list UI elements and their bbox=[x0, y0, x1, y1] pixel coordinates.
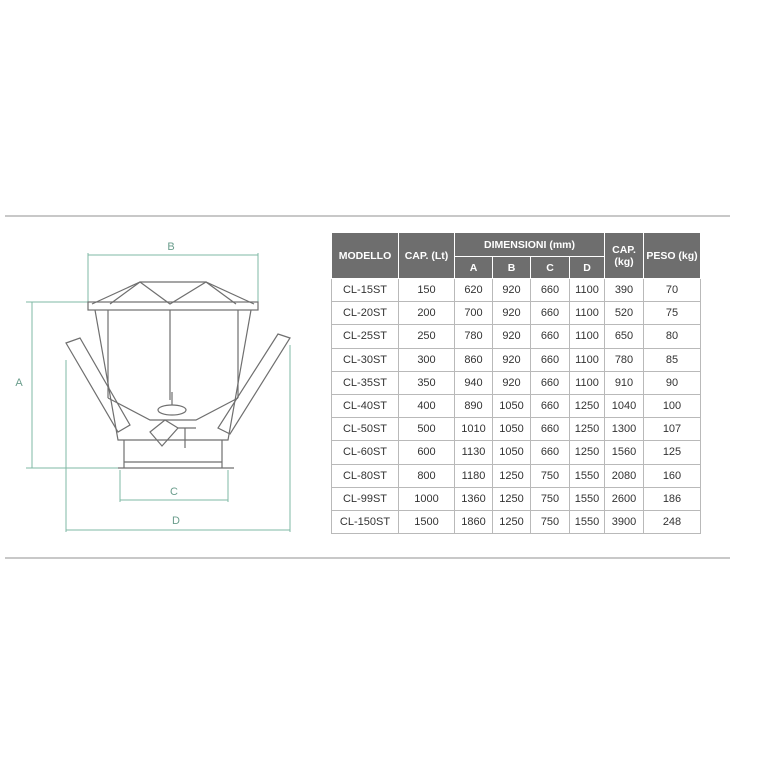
cell-dim-a: 1130 bbox=[455, 441, 493, 464]
label-c: C bbox=[170, 486, 178, 498]
cell-dim-c: 660 bbox=[531, 394, 570, 417]
cell-capacity-lt: 200 bbox=[399, 302, 455, 325]
cell-model: CL-60ST bbox=[332, 441, 399, 464]
cell-weight-kg: 186 bbox=[644, 487, 701, 510]
cell-dim-c: 660 bbox=[531, 325, 570, 348]
cell-dim-a: 1860 bbox=[455, 510, 493, 533]
cell-dim-d: 1550 bbox=[570, 487, 605, 510]
cell-capacity-lt: 600 bbox=[399, 441, 455, 464]
cell-dim-d: 1100 bbox=[570, 371, 605, 394]
cell-capacity-kg: 1560 bbox=[605, 441, 644, 464]
cell-dim-c: 660 bbox=[531, 302, 570, 325]
cell-model: CL-30ST bbox=[332, 348, 399, 371]
header-model: MODELLO bbox=[332, 233, 399, 279]
cell-model: CL-35ST bbox=[332, 371, 399, 394]
cell-model: CL-40ST bbox=[332, 394, 399, 417]
cell-dim-b: 920 bbox=[493, 371, 531, 394]
top-divider bbox=[5, 215, 730, 217]
cell-dim-d: 1250 bbox=[570, 441, 605, 464]
table-row bbox=[332, 279, 766, 302]
table-row bbox=[332, 487, 766, 510]
cell-dim-b: 920 bbox=[493, 348, 531, 371]
cell-dim-d: 1550 bbox=[570, 510, 605, 533]
cell-capacity-lt: 800 bbox=[399, 464, 455, 487]
concrete-skip-diagram bbox=[0, 230, 320, 540]
cell-weight-kg: 125 bbox=[644, 441, 701, 464]
cell-dim-c: 660 bbox=[531, 348, 570, 371]
cell-dim-c: 660 bbox=[531, 371, 570, 394]
cell-model: CL-25ST bbox=[332, 325, 399, 348]
cell-model: CL-20ST bbox=[332, 302, 399, 325]
cell-dim-b: 920 bbox=[493, 325, 531, 348]
cell-dim-c: 750 bbox=[531, 510, 570, 533]
cell-dim-d: 1250 bbox=[570, 394, 605, 417]
cell-model: CL-50ST bbox=[332, 418, 399, 441]
cell-weight-kg: 248 bbox=[644, 510, 701, 533]
cell-model: CL-150ST bbox=[332, 510, 399, 533]
cell-dim-d: 1100 bbox=[570, 348, 605, 371]
cell-dim-b: 920 bbox=[493, 279, 531, 302]
bottom-divider bbox=[5, 557, 730, 559]
cell-dim-c: 660 bbox=[531, 279, 570, 302]
cell-capacity-kg: 1300 bbox=[605, 418, 644, 441]
table-row bbox=[332, 394, 766, 417]
header-dimensions: DIMENSIONI (mm) bbox=[455, 233, 605, 257]
cell-dim-d: 1100 bbox=[570, 325, 605, 348]
table-row bbox=[332, 348, 766, 371]
header-dim-c: C bbox=[531, 257, 570, 279]
dimension-b bbox=[88, 253, 258, 305]
cell-weight-kg: 107 bbox=[644, 418, 701, 441]
cell-dim-a: 700 bbox=[455, 302, 493, 325]
cell-model: CL-99ST bbox=[332, 487, 399, 510]
cell-capacity-lt: 1500 bbox=[399, 510, 455, 533]
cell-dim-b: 1050 bbox=[493, 394, 531, 417]
table-body bbox=[332, 279, 766, 534]
dimension-a bbox=[26, 302, 120, 468]
cell-capacity-kg: 1040 bbox=[605, 394, 644, 417]
cell-dim-a: 940 bbox=[455, 371, 493, 394]
cell-capacity-lt: 500 bbox=[399, 418, 455, 441]
header-dim-d: D bbox=[570, 257, 605, 279]
cell-dim-a: 780 bbox=[455, 325, 493, 348]
cell-dim-a: 860 bbox=[455, 348, 493, 371]
cell-dim-d: 1250 bbox=[570, 418, 605, 441]
cell-dim-a: 1010 bbox=[455, 418, 493, 441]
cell-capacity-kg: 2080 bbox=[605, 464, 644, 487]
cell-capacity-lt: 400 bbox=[399, 394, 455, 417]
cell-dim-b: 1250 bbox=[493, 510, 531, 533]
cell-dim-c: 750 bbox=[531, 487, 570, 510]
cell-capacity-kg: 910 bbox=[605, 371, 644, 394]
table-row bbox=[332, 441, 766, 464]
cell-weight-kg: 90 bbox=[644, 371, 701, 394]
cell-dim-d: 1100 bbox=[570, 279, 605, 302]
cell-dim-a: 1180 bbox=[455, 464, 493, 487]
table-row bbox=[332, 325, 766, 348]
cell-dim-c: 750 bbox=[531, 464, 570, 487]
header-dim-b: B bbox=[493, 257, 531, 279]
specifications-table bbox=[331, 232, 766, 534]
cell-capacity-lt: 1000 bbox=[399, 487, 455, 510]
cell-capacity-lt: 250 bbox=[399, 325, 455, 348]
cell-weight-kg: 80 bbox=[644, 325, 701, 348]
header-weight-kg: PESO (kg) bbox=[644, 233, 701, 279]
header-dim-a: A bbox=[455, 257, 493, 279]
header-capacity-kg: CAP. (kg) bbox=[605, 233, 644, 279]
cell-capacity-kg: 2600 bbox=[605, 487, 644, 510]
cell-dim-b: 1050 bbox=[493, 441, 531, 464]
table-row bbox=[332, 302, 766, 325]
cell-weight-kg: 85 bbox=[644, 348, 701, 371]
table-row bbox=[332, 464, 766, 487]
label-d: D bbox=[172, 515, 180, 527]
table-row bbox=[332, 510, 766, 533]
cell-capacity-lt: 150 bbox=[399, 279, 455, 302]
cell-weight-kg: 70 bbox=[644, 279, 701, 302]
cell-dim-d: 1550 bbox=[570, 464, 605, 487]
cell-dim-b: 1250 bbox=[493, 487, 531, 510]
cell-weight-kg: 160 bbox=[644, 464, 701, 487]
cell-model: CL-15ST bbox=[332, 279, 399, 302]
cell-weight-kg: 75 bbox=[644, 302, 701, 325]
table-row bbox=[332, 418, 766, 441]
cell-capacity-lt: 350 bbox=[399, 371, 455, 394]
label-a: A bbox=[15, 377, 23, 389]
cell-dim-c: 660 bbox=[531, 418, 570, 441]
header-capacity-lt: CAP. (Lt) bbox=[399, 233, 455, 279]
table-row bbox=[332, 371, 766, 394]
label-b: B bbox=[167, 241, 175, 253]
skip-body bbox=[66, 282, 290, 468]
cell-model: CL-80ST bbox=[332, 464, 399, 487]
cell-dim-a: 620 bbox=[455, 279, 493, 302]
cell-weight-kg: 100 bbox=[644, 394, 701, 417]
cell-dim-c: 660 bbox=[531, 441, 570, 464]
cell-capacity-lt: 300 bbox=[399, 348, 455, 371]
cell-dim-b: 920 bbox=[493, 302, 531, 325]
cell-dim-a: 1360 bbox=[455, 487, 493, 510]
cell-capacity-kg: 650 bbox=[605, 325, 644, 348]
cell-capacity-kg: 780 bbox=[605, 348, 644, 371]
cell-dim-b: 1050 bbox=[493, 418, 531, 441]
cell-dim-d: 1100 bbox=[570, 302, 605, 325]
cell-capacity-kg: 3900 bbox=[605, 510, 644, 533]
cell-dim-a: 890 bbox=[455, 394, 493, 417]
cell-capacity-kg: 390 bbox=[605, 279, 644, 302]
cell-capacity-kg: 520 bbox=[605, 302, 644, 325]
cell-dim-b: 1250 bbox=[493, 464, 531, 487]
